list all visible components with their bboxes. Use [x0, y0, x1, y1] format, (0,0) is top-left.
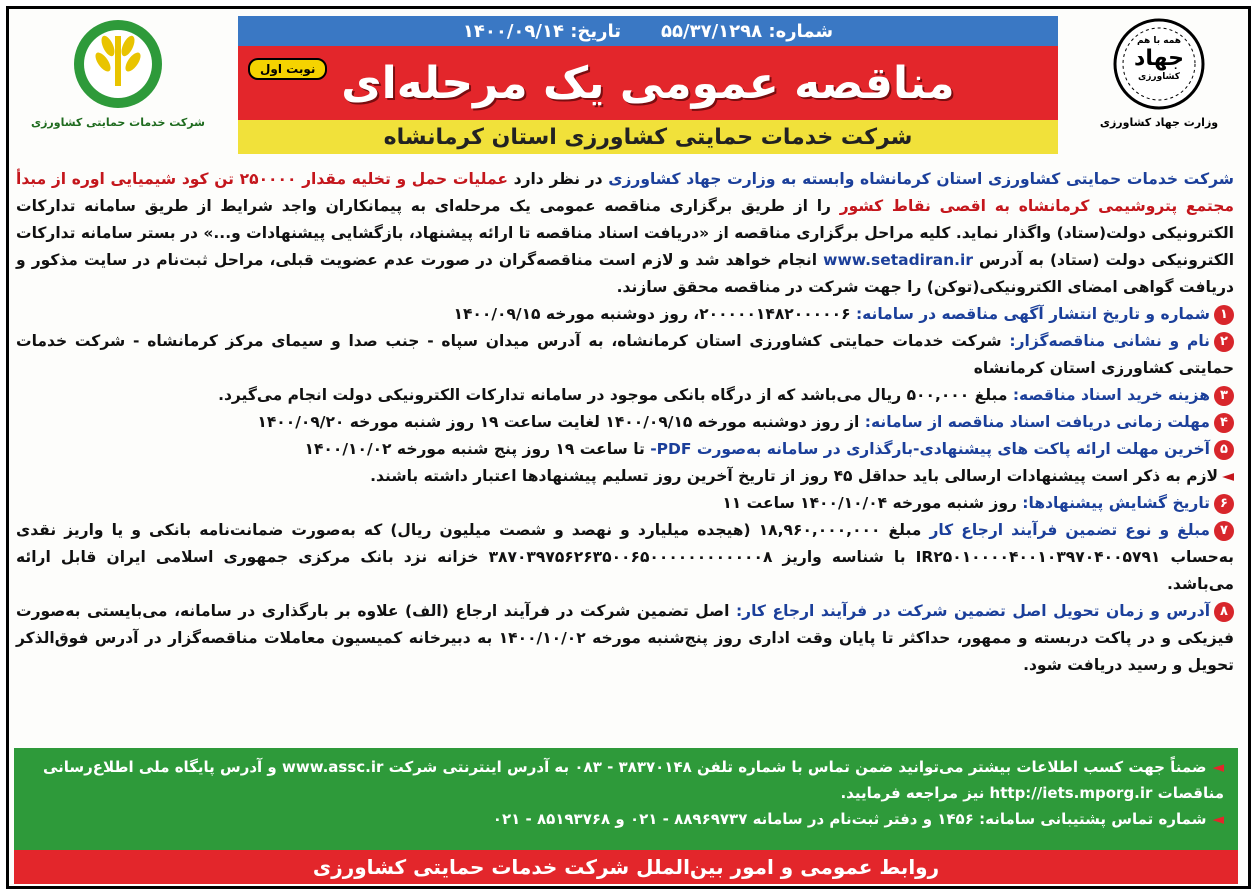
footer-banner — [14, 850, 1238, 884]
subtitle-banner — [238, 120, 1058, 154]
list-item: ۲نام و نشانی مناقصه‌گزار: شرکت خدمات حمایتی کشاورزی استان کرمانشاه، به آدرس میدان سپاه - جنب صدا و سیمای مرکز کرمانشاه - شرکت خدمات حمایتی کشاورزی استان کرمانشاه — [16, 332, 1234, 377]
arrow-icon: ◄ — [1212, 810, 1224, 828]
arrow-icon: ◄ — [1212, 758, 1224, 776]
footer-text: روابط عمومی و امور بین‌الملل شرکت خدمات حمایتی کشاورزی — [312, 855, 940, 879]
list-item: ۱شماره و تاریخ انتشار آگهی مناقصه در سامانه: ۲۰۰۰۰۰۱۴۸۲۰۰۰۰۰۶، روز دوشنبه مورخه ۱۴۰۰/۰۹/۱۵ — [16, 301, 1234, 328]
validity-note: ◄لازم به ذکر است پیشنهادات ارسالی باید حداقل ۴۵ روز از تاریخ آخرین روز تسلیم پیشنهادها اعتبار داشته باشند. — [370, 467, 1234, 485]
arrow-icon: ◄ — [1222, 467, 1234, 485]
intro-paragraph: شرکت خدمات حمایتی کشاورزی استان کرمانشاه وابسته به وزارت جهاد کشاورزی در نظر دارد عملیات حمل و تخلیه مقدار ۲۵۰۰۰۰ تن کود شیمیایی اوره از مبدأ مجتمع پتروشیمی کرمانشاه به اقصی نقاط کشور را از طریق برگزاری مناقصه عمومی یک مرحله‌ای به پیمانکاران واجد شرایط از طریق سامانه تدارکات الکترونیکی دولت(ستاد) واگذار نماید. کلیه مراحل برگزاری مناقصه از «دریافت اسناد مناقصه تا ارائه پیشنهاد، بازگشایی پیشنهادات و...» در بستر سامانه تدارکات الکترونیکی دولت (ستاد) به آدرس www.setadiran.ir انجام خواهد شد و لازم است مناقصه‌گران در صورت عدم عضویت قبلی، مراحل ثبت‌نام در سایت مذکور و دریافت گواهی امضای الکترونیکی(توکن) را جهت شرکت در مناقصه محقق سازند. — [16, 170, 1235, 296]
ministry-mark-top: همه با هم — [1136, 36, 1182, 46]
ministry-logo — [1079, 14, 1239, 144]
page-title: مناقصه عمومی یک مرحله‌ای — [341, 57, 955, 109]
reference-number: شماره: ۵۵/۳۷/۱۲۹۸ — [661, 20, 834, 42]
list-item: ۶تاریخ گشایش پیشنهادها: روز شنبه مورخه ۱۴۰۰/۱۰/۰۴ ساعت ۱۱ — [16, 490, 1234, 517]
reference-bar — [238, 16, 1058, 46]
list-item: ۳هزینه خرید اسناد مناقصه: مبلغ ۵۰۰,۰۰۰ ریال می‌باشد که از درگاه بانکی موجود در سامانه تدارکات الکترونیکی دولت انجام می‌گیرد. — [16, 382, 1234, 409]
reference-date: تاریخ: ۱۴۰۰/۰۹/۱۴ — [462, 20, 622, 42]
ministry-logo-caption: وزارت جهاد کشاورزی — [1099, 116, 1219, 129]
contact-box — [14, 748, 1238, 850]
ministry-mark: جهاد — [1134, 46, 1184, 71]
page-subtitle: شرکت خدمات حمایتی کشاورزی استان کرمانشاه — [383, 124, 913, 150]
round-badge: نوبت اول — [248, 58, 327, 80]
ministry-mark-sub: کشاورزی — [1138, 72, 1180, 82]
wheat-emblem-icon — [63, 14, 173, 114]
list-item: ۸آدرس و زمان تحویل اصل تضمین شرکت در فرآیند ارجاع کار: اصل تضمین شرکت در فرآیند ارجاع (الف) علاوه بر بارگذاری در سامانه، می‌بایستی به‌صورت فیزیکی و در پاکت دربسته و ممهور، حداکثر تا پایان وقت اداری روز پنج‌شنبه مورخه ۱۴۰۰/۱۰/۰۲ به دبیرخانه کمیسیون معاملات مناقصه‌گزار در آدرس فوق‌الذکر تحویل و رسید دریافت شود. — [16, 602, 1234, 674]
setad-link[interactable]: www.setadiran.ir — [823, 251, 973, 269]
contact-line: ◄شماره تماس پشتیبانی سامانه: ۱۴۵۶ و دفتر ثبت‌نام در سامانه ۸۸۹۶۹۷۳۷ - ۰۲۱ و ۸۵۱۹۳۷۶۸ - ۰۲۱ — [492, 810, 1224, 828]
title-banner — [238, 46, 1058, 120]
list-item: ۷مبلغ و نوع تضمین فرآیند ارجاع کار مبلغ ۱۸,۹۶۰,۰۰۰,۰۰۰ (هیجده میلیارد و نهصد و شصت میلیون ریال) که به‌صورت ضمانت‌نامه بانکی و یا واریز نقدی به‌حساب IR۲۵۰۱۰۰۰۰۴۰۰۱۰۳۹۷۰۴۰۰۵۷۹۱ با شناسه واریز ۳۸۷۰۳۹۷۵۶۲۶۳۵۰۰۶۵۰۰۰۰۰۰۰۰۰۰۰۰۸ خزانه نزد بانک مرکزی جمهوری اسلامی ایران قابل ارائه می‌باشد. — [16, 521, 1234, 593]
contact-line: ◄ضمناً جهت کسب اطلاعات بیشتر می‌توانید ضمن تماس با شماره تلفن ۳۸۳۷۰۱۴۸ - ۰۸۳ به آدرس اینترنتی شرکت www.assc.ir و آدرس پایگاه ملی اطلاع‌رسانی مناقصات http://iets.mporg.ir نیز مراجعه فرمایید. — [42, 758, 1224, 802]
announcement-body — [16, 166, 1234, 746]
list-item: ۵آخرین مهلت ارائه پاکت های پیشنهادی-بارگذاری در سامانه به‌صورت PDF- تا ساعت ۱۹ روز پنج شنبه مورخه ۱۴۰۰/۱۰/۰۲ — [16, 436, 1234, 463]
company-logo — [18, 14, 218, 144]
list-item: ۴مهلت زمانی دریافت اسناد مناقصه از سامانه: از روز دوشنبه مورخه ۱۴۰۰/۰۹/۱۵ لغایت ساعت ۱۹ روز شنبه مورخه ۱۴۰۰/۰۹/۲۰ — [16, 409, 1234, 436]
company-logo-caption: شرکت خدمات حمایتی کشاورزی — [31, 116, 205, 129]
